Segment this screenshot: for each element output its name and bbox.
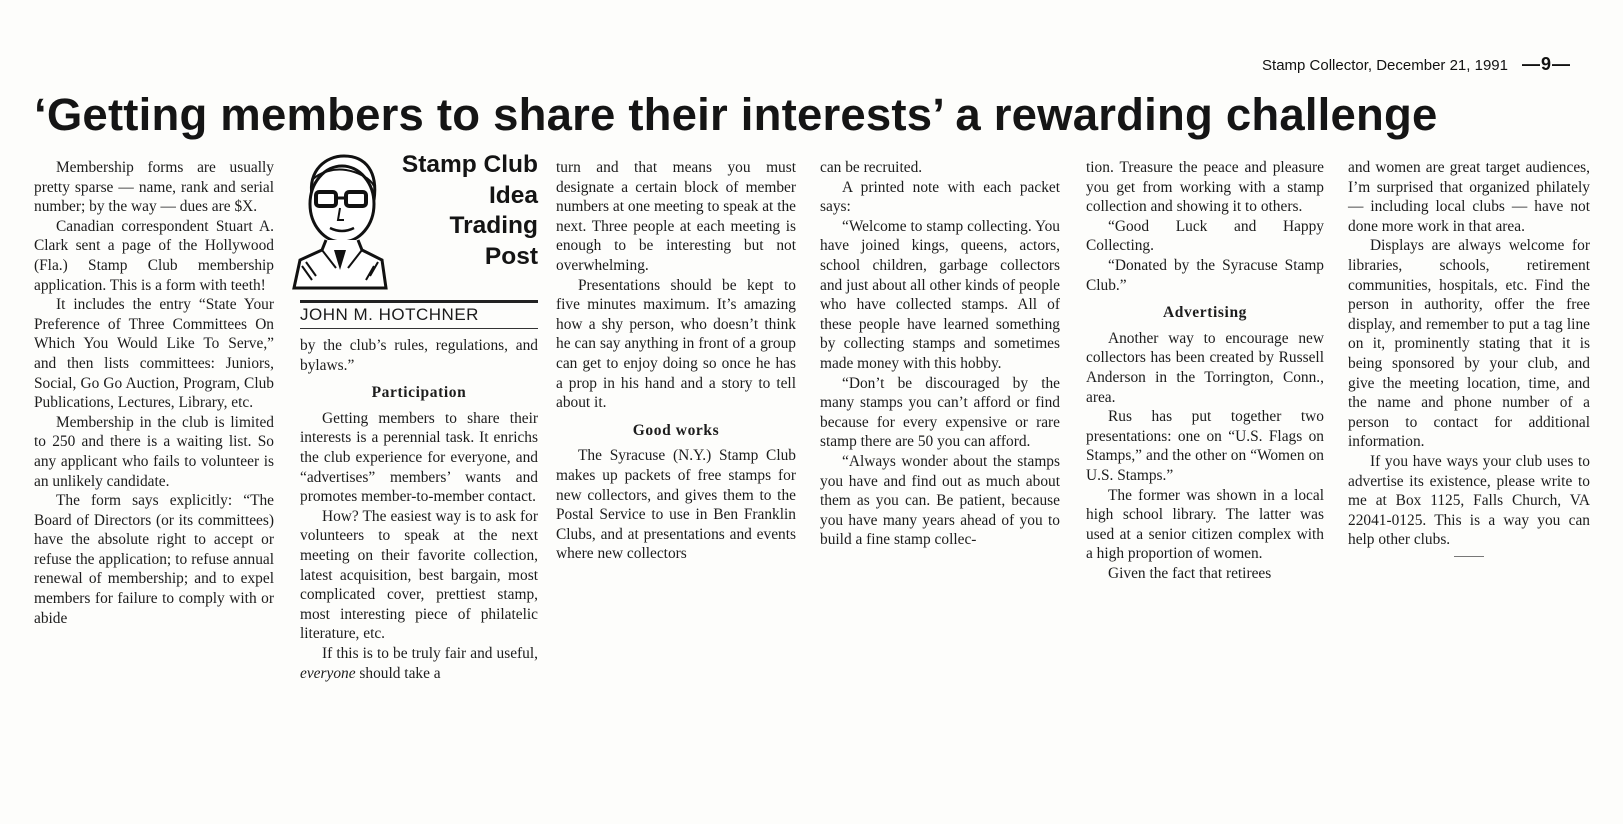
logo-line: Trading [449,212,538,239]
columnist-portrait-image [290,150,390,290]
byline-top-rule [300,300,538,303]
paragraph: can be recruited. [820,159,923,176]
text-run: should take a [355,664,441,682]
column-logo [290,150,538,300]
logo-line: Post [484,242,538,270]
text-run: If this is to be truly fair and useful, [322,644,538,662]
paragraph: The Syracuse (N.Y.) Stamp Club makes up packets of free stamps for new collectors, and gives them to the Postal Service to use in Ben Franklin Clubs, and at presentations and events where new collectors [556,447,796,563]
article-column-4 [820,158,1060,550]
paragraph: “Don’t be discouraged by the many stamps you can’t afford or find because for every expensive or rare stamp there are 50 you can afford. [820,374,1060,451]
logo-line: Stamp Club [401,151,538,178]
author-byline: JOHN M. HOTCHNER [300,305,479,324]
paragraph: Canadian correspondent Stuart A. Clark sent a page of the Hollywood (Fla.) Stamp Club membership application. This is a form with teeth! [34,217,274,294]
paragraph: and women are great target audiences, I’m surprised that organized philately — including local clubs — have not done more work in that area. [1348,159,1590,235]
paragraph: Another way to encourage new collectors has been created by Russell Anderson in the Torrington, Conn., area. [1086,329,1324,406]
article-column-2 [300,336,538,683]
paragraph: by the club’s rules, regulations, and bylaws.” [300,337,538,374]
paragraph: It includes the entry “State Your Preference of Three Committees On Which You Would Like To Serve,” and then lists committees: Juniors, Social, Go Go Auction, Program, Club Publications, Lectures, Library, etc. [34,296,274,412]
paragraph: How? The easiest way is to ask for volunteers to speak at the next meeting on their favorite collection, latest acquisition, best bargain, most complicated cover, prettiest stamp, most interesting piece of philatelic literature, etc. [300,507,538,643]
paragraph: “Welcome to stamp collecting. You have joined kings, queens, actors, school children, garbage collectors and just about all other kinds of people who have collected stamps. All of these people have learned something by collecting stamps and sometimes made money with this hobby. [820,217,1060,372]
paragraph: If you have ways your club uses to advertise its existence, please write to me at Box 1125, Falls Church, VA 22041-0125. This is a way you can help other clubs. [1348,452,1590,549]
logo-line: Idea [488,181,538,209]
article-column-1 [34,158,274,628]
paragraph: Given the fact that retirees [1108,564,1272,582]
paragraph: The former was shown in a local high school library. The latter was used at a senior citizen complex with a high proportion of women. [1086,486,1324,563]
article-column-6 [1348,158,1590,557]
column-logo-title [388,150,538,272]
subheading-good-works: Good works [632,421,720,439]
paragraph: Membership forms are usually pretty sparse — name, rank and serial number; by the way — dues are $X. [34,159,274,216]
paragraph: tion. Treasure the peace and pleasure you get from working with a stamp collection and showing it to others. [1086,159,1324,216]
paragraph [300,644,538,683]
article-headline: ‘Getting members to share their interests’ a rewarding challenge [34,89,1438,140]
paragraph: Displays are always welcome for libraries, schools, retirement communities, hospitals, etc. Find the person in authority, offer the free display, and remember to put a tag line on it, prominently stating that it is being sponsored by your club, and give the meeting location, time, and the name and phone number of a person to contact for additional information. [1348,237,1590,451]
article-column-5 [1086,158,1324,583]
paragraph: turn and that means you must designate a certain block of member numbers at one meeting to speak at the next. Three people at each meeting is enough to be interesting but not overwhelming. [556,159,796,274]
article-end-mark [1454,556,1484,557]
page-header [1262,54,1571,75]
subheading-advertising: Advertising [1162,304,1248,322]
paragraph: Getting members to share their interests is a perennial task. It enrichs the club experience for everyone, and “advertises” members’ wants and promotes member-to-member contact. [300,409,538,506]
paragraph: “Donated by the Syracuse Stamp Club.” [1086,256,1324,294]
page-number: —9— [1521,54,1571,74]
article-column-3 [556,158,796,564]
byline-bottom-rule [300,328,538,329]
publication-dateline: Stamp Collector, December 21, 1991 [1262,57,1508,74]
paragraph: “Always wonder about the stamps you have and find out as much about them as you can. Be patient, because you have many years ahead of you to build a fine stamp collec- [820,452,1060,549]
emphasis-text: everyone [300,664,356,682]
paragraph: Presentations should be kept to five minutes maximum. It’s amazing how a shy person, who doesn’t think he can say anything in front of a group can get to enjoy doing so once he has a prop in his hand and a story to tell about it. [556,276,796,412]
paragraph: “Good Luck and Happy Collecting. [1086,217,1324,255]
paragraph: Rus has put together two presentations: one on “U.S. Flags on Stamps,” and the other on “Women on U.S. Stamps.” [1086,408,1324,484]
subheading-participation: Participation [371,384,467,402]
paragraph: A printed note with each packet says: [820,178,1060,216]
paragraph: Membership in the club is limited to 250 and there is a waiting list. So any applicant who fails to volunteer is an unlikely candidate. [34,413,274,490]
paragraph: The form says explicitly: “The Board of Directors (or its committees) have the absolute right to accept or refuse the application; to refuse annual renewal of membership; and to expel members for failure to comply with or abide [34,492,274,627]
